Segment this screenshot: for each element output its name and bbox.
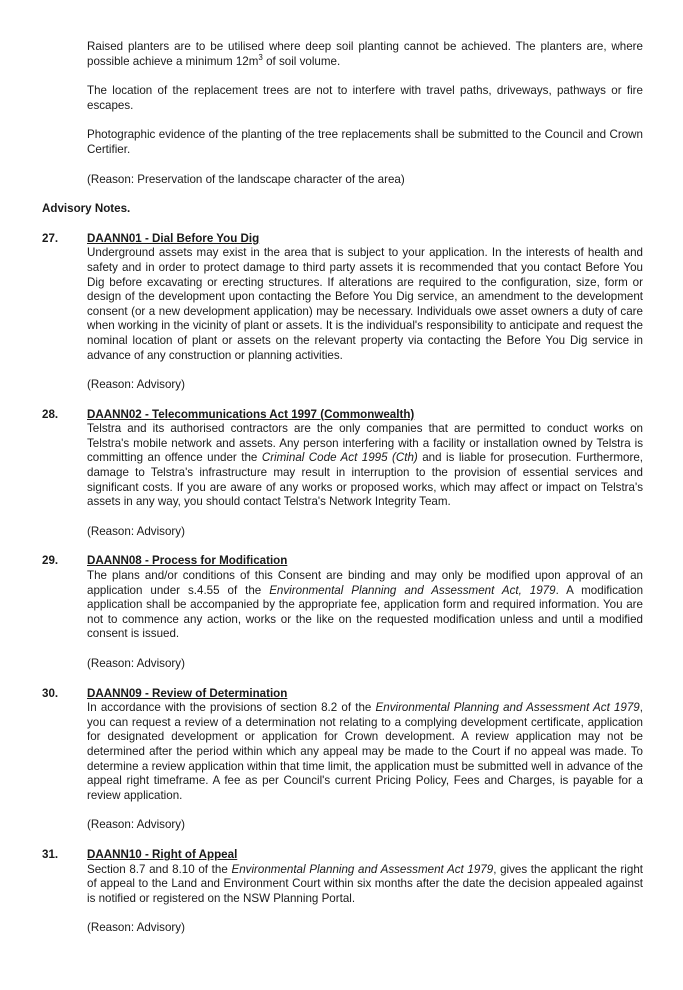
advisory-notes-heading: Advisory Notes. xyxy=(42,202,131,216)
advisory-item-30 xyxy=(42,687,643,833)
item-reason: (Reason: Advisory) xyxy=(87,818,185,832)
item-body: Telstra and its authorised contractors are the only companies that are permitted to conduct works on Telstra's mobile network and assets. Any person interfering with a facility or installation owned by Telstra is committing an offence under the Criminal Code Act 1995 (Cth) and is liable for prosecution. Furthermore, damage to Telstra's infrastructure may result in interruption to the provision of essential services and significant costs. If you are aware of any works or proposed works, which may affect or impact on Telstra's assets in any way, you should contact Telstra's Network Integrity Team. xyxy=(87,422,643,509)
planter-paragraph: Raised planters are to be utilised where deep soil planting cannot be achieved. The planters are, where possible achieve a minimum $12m^3$ of soil volume. xyxy=(87,40,643,68)
advisory-item-29 xyxy=(42,554,643,671)
intro-section xyxy=(42,40,643,187)
item-reason: (Reason: Advisory) xyxy=(87,524,185,538)
item-reason: (Reason: Advisory) xyxy=(87,921,185,935)
item-title: DAANN02 - Telecommunications Act 1997 (Commonwealth) xyxy=(87,407,415,421)
item-body: In accordance with the provisions of section 8.2 of the Environmental Planning and Assessment Act 1979, you can request a review of a determination not relating to a complying development certificate, application for designated development or application for Crown development. A review application may not be determined after the period within which any appeal may be made to the Court if no appeal was made. To determine a review application within that time limit, the application must be submitted well in advance of the appeal right timeframe. A fee as per Council's current Pricing Policy, Fees and Charges, is payable for a review application. xyxy=(87,701,643,802)
photographic-evidence-paragraph: Photographic evidence of the planting of the tree replacements shall be submitted to the Council and Crown Certifier. xyxy=(87,128,643,156)
intro-reason: (Reason: Preservation of the landscape character of the area) xyxy=(87,172,405,186)
item-body: Section 8.7 and 8.10 of the Environmental Planning and Assessment Act 1979, gives the applicant the right of appeal to the Land and Environment Court within six months after the date the decision appealed against is notified or registered on the NSW Planning Portal. xyxy=(87,862,643,905)
item-number: 29. xyxy=(42,554,59,568)
item-number: 31. xyxy=(42,847,59,861)
item-body: Underground assets may exist in the area that is subject to your application. In the interests of health and safety and in order to protect damage to third party assets it is recommended that you contact Before You Dig before excavating or erecting structures. If alterations are required to the configuration, size, form or design of the development upon contacting the Before You Dig service, an amendment to the development consent (or a new development application) may be necessary. Individuals owe asset owners a duty of care when working in the vicinity of plant or assets. It is the individual's responsibility to anticipate and request the nominal location of plant or assets on the relevant property via contacting the Before You Dig service in advance of any construction or planning activities. xyxy=(87,246,643,362)
item-title: DAANN08 - Process for Modification xyxy=(87,554,288,568)
item-title: DAANN10 - Right of Appeal xyxy=(87,847,238,861)
advisory-item-28 xyxy=(42,408,643,540)
item-number: 27. xyxy=(42,231,59,245)
item-reason: (Reason: Advisory) xyxy=(87,378,185,392)
item-reason: (Reason: Advisory) xyxy=(87,657,185,670)
item-number: 28. xyxy=(42,407,59,421)
item-body: The plans and/or conditions of this Consent are binding and may only be modified upon approval of an application under s.4.55 of the Environmental Planning and Assessment Act, 1979. A modification application shall be accompanied by the appropriate fee, application form and required information. You are not to commence any action, works or the like on the requested modification unless and until a modified consent is issued. xyxy=(87,569,644,641)
advisory-item-31 xyxy=(42,848,643,936)
tree-location-paragraph: The location of the replacement trees are not to interfere with travel paths, driveways, pathways or fire escapes. xyxy=(87,84,643,112)
item-title: DAANN01 - Dial Before You Dig xyxy=(87,231,260,245)
advisory-item-27 xyxy=(42,232,643,393)
item-number: 30. xyxy=(42,686,59,700)
item-title: DAANN09 - Review of Determination xyxy=(87,686,288,700)
